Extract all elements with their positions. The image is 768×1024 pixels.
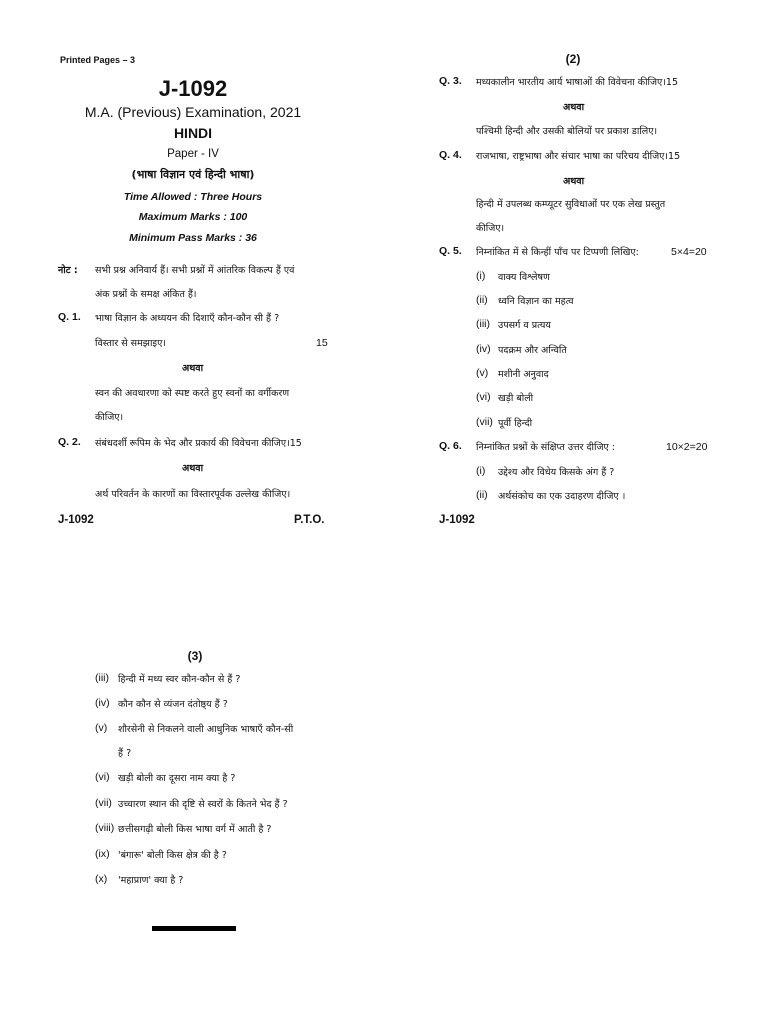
list-item-number: (i) — [476, 270, 486, 282]
list-item-number: (vii) — [476, 416, 493, 428]
list-item-number: (ii) — [476, 489, 488, 501]
q1-alt-line2: कीजिए। — [95, 412, 124, 423]
list-item-number: (i) — [476, 465, 486, 477]
list-item-number: (vi) — [476, 391, 491, 403]
list-item-number: (v) — [95, 722, 108, 734]
subject: HINDI — [173, 125, 213, 141]
list-item-number: (viii) — [95, 822, 115, 834]
list-item: कौन कौन से व्यंजन दंतोष्ठ्य हैं ? — [118, 699, 228, 710]
q6-marks: 10×2=20 — [666, 441, 708, 453]
list-item: हिन्दी में मध्य स्वर कौन-कौन से हैं ? — [118, 674, 241, 685]
or-label: अथवा — [562, 102, 585, 113]
minimum-pass-marks: Minimum Pass Marks : 36 — [129, 232, 257, 244]
q4-alt-line1: हिन्दी में उपलब्ध कम्प्यूटर सुविधाओं पर एक लेख प्रस्तुत — [476, 199, 666, 210]
q2-alt-text: अर्थ परिवर्तन के कारणों का विस्तारपूर्वक उल्लेख कीजिए। — [95, 489, 291, 500]
q4-text: राजभाषा, राष्ट्रभाषा और संचार भाषा का परिचय दीजिए।15 — [476, 151, 681, 162]
or-label: अथवा — [181, 363, 204, 374]
list-item-number: (v) — [476, 367, 489, 379]
q1-label: Q. 1. — [58, 311, 81, 323]
maximum-marks: Maximum Marks : 100 — [138, 211, 248, 223]
list-item: छत्तीसगढ़ी बोली किस भाषा वर्ग में आती है ? — [118, 824, 272, 835]
list-item-number: (vi) — [95, 771, 110, 783]
page-number: (3) — [187, 649, 203, 663]
q3-text: मध्यकालीन भारतीय आर्य भाषाओं की विवेचना कीजिए।15 — [476, 77, 678, 88]
exam-title: M.A. (Previous) Examination, 2021 — [84, 104, 302, 120]
list-item: मशीनी अनुवाद — [498, 369, 549, 380]
q5-label: Q. 5. — [439, 245, 462, 257]
note-text-line2: अंक प्रश्नों के समक्ष अंकित हैं। — [95, 289, 197, 300]
q1-text-line2: विस्तार से समझाइए। — [95, 338, 166, 349]
footer-code: J-1092 — [439, 514, 475, 526]
q6-label: Q. 6. — [439, 440, 462, 452]
list-item: हैं ? — [118, 748, 132, 759]
list-item: खड़ी बोली का दूसरा नाम क्या है ? — [118, 773, 236, 784]
list-item: पूर्वी हिन्दी — [498, 418, 533, 429]
list-item: खड़ी बोली — [498, 393, 534, 404]
list-item-number: (vii) — [95, 797, 112, 809]
pto-label: P.T.O. — [294, 514, 325, 526]
paper-title: (भाषा विज्ञान एवं हिन्दी भाषा) — [131, 168, 255, 181]
or-label: अथवा — [562, 176, 585, 187]
q1-marks: 15 — [316, 337, 328, 349]
q3-alt-text: पश्चिमी हिन्दी और उसकी बोलियों पर प्रकाश डालिए। — [476, 126, 658, 137]
list-item-number: (iii) — [95, 672, 109, 684]
paper-code: J-1092 — [158, 76, 228, 101]
q4-alt-line2: कीजिए। — [476, 223, 505, 234]
list-item: ध्वनि विज्ञान का महत्व — [498, 296, 574, 307]
printed-pages: Printed Pages – 3 — [60, 55, 136, 65]
list-item-number: (x) — [95, 873, 108, 885]
q6-text: निम्नांकित प्रश्नों के संक्षिप्त उत्तर दीजिए : — [476, 442, 615, 453]
list-item: उपसर्ग व प्रत्यय — [498, 320, 551, 331]
list-item: 'बंगारू' बोली किस क्षेत्र की है ? — [118, 850, 227, 861]
q4-label: Q. 4. — [439, 149, 462, 161]
q1-alt-line1: स्वन की अवधारणा को स्पष्ट करते हुए स्वनों का वर्गीकरण — [95, 388, 290, 399]
q2-label: Q. 2. — [58, 436, 81, 448]
list-item-number: (iv) — [476, 343, 491, 355]
q3-label: Q. 3. — [439, 75, 462, 87]
list-item-number: (ix) — [95, 848, 110, 860]
list-item: उच्चारण स्थान की दृष्टि से स्वरों के कितने भेद हैं ? — [118, 799, 288, 810]
list-item: 'महाप्राण' क्या है ? — [118, 875, 184, 886]
footer-code: J-1092 — [58, 514, 94, 526]
list-item: वाक्य विश्लेषण — [498, 272, 550, 283]
q5-marks: 5×4=20 — [671, 246, 707, 258]
time-allowed: Time Allowed : Three Hours — [123, 191, 263, 203]
paper-number: Paper - IV — [167, 148, 219, 160]
q5-text: निम्नांकित में से किन्हीं पाँच पर टिप्पणी लिखिए: — [476, 247, 639, 258]
list-item: उद्देश्य और विधेय किसके अंग हैं ? — [498, 467, 615, 478]
note-label: नोट : — [58, 265, 78, 276]
list-item: अर्थसंकोच का एक उदाहरण दीजिए । — [498, 491, 626, 502]
list-item-number: (iv) — [95, 697, 110, 709]
list-item: शौरसेनी से निकलने वाली आधुनिक भाषाएँ कौन-सी — [118, 724, 294, 735]
page-number: (2) — [565, 52, 581, 66]
note-text-line1: सभी प्रश्न अनिवार्य हैं। सभी प्रश्नों में आंतरिक विकल्प हैं एवं — [95, 265, 295, 276]
or-label: अथवा — [181, 463, 204, 474]
q1-text-line1: भाषा विज्ञान के अध्ययन की दिशाएँ कौन-कौन सी हैं ? — [95, 313, 280, 324]
end-rule — [152, 926, 236, 931]
list-item: पदक्रम और अन्विति — [498, 345, 567, 356]
list-item-number: (iii) — [476, 318, 490, 330]
list-item-number: (ii) — [476, 294, 488, 306]
q2-text: संबंधदर्शी रूपिम के भेद और प्रकार्य की विवेचना कीजिए।15 — [95, 438, 302, 449]
